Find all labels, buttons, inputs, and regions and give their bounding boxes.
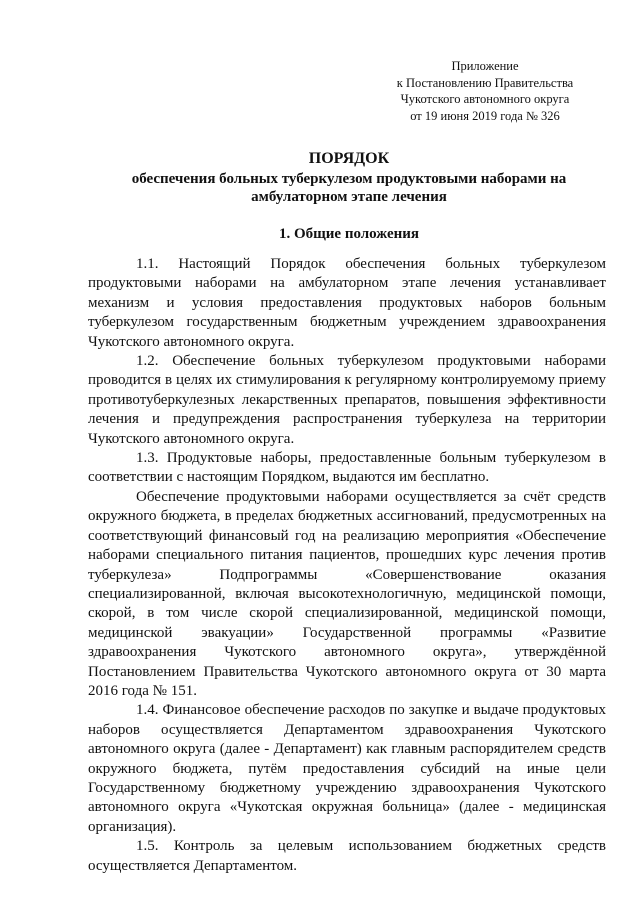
paragraph-funding: Обеспечение продуктовыми наборами осуществляется за счёт средств окружного бюджета, в пределах бюджетных ассигнований, предусмотренных на соответствующий финансовый год на реализацию мероприятия «Обеспечение наборами специального питания пациентов, прошедших курс лечения против туберкулеза» Подпрограммы «Совершенствование оказания специализированной, включая высокотехнологичную, медицинской помощи, скорой, в том числе скорой специализированной, медицинской помощи, медицинской эвакуации» Государственной программы «Развитие здравоохранения Чукотского автономного округа», утверждённой Постановлением Правительства Чукотского автономного округа от 30 марта 2016 года № 151. — [88, 488, 606, 699]
document-body — [88, 255, 606, 876]
document-subtitle: обеспечения больных туберкулезом продуктовыми наборами на амбулаторном этапе лечения — [131, 171, 567, 205]
appendix-line-3: Чукотского автономного округа — [400, 92, 570, 106]
paragraph-1-2: 1.2. Обеспечение больных туберкулезом продуктовыми наборами проводится в целях их стимулирования к регулярному контролируемому приему противотуберкулезных лекарственных препаратов, повышения эффективности лечения и предупреждения распространения туберкулеза на территории Чукотского автономного округа. — [88, 353, 606, 447]
paragraph-1-5: 1.5. Контроль за целевым использованием бюджетных средств осуществляется Департаментом. — [88, 838, 606, 874]
appendix-header — [380, 58, 590, 124]
document-title: ПОРЯДОК — [308, 150, 390, 167]
paragraph-1-1: 1.1. Настоящий Порядок обеспечения больных туберкулезом продуктовыми наборами на амбулаторном этапе лечения устанавливает механизм и условия предоставления продуктовых наборов больным туберкулезом государственным бюджетным учреждением здравоохранения Чукотского автономного округа. — [88, 256, 606, 350]
appendix-line-2: к Постановлению Правительства — [396, 75, 574, 90]
appendix-line-1: Приложение — [451, 59, 519, 73]
document-title-block — [90, 150, 608, 206]
section-heading: 1. Общие положения — [278, 226, 420, 242]
paragraph-1-4: 1.4. Финансовое обеспечение расходов по закупке и выдаче продуктовых наборов осуществляется Департаментом здравоохранения Чукотского автономного округа (далее - Департамент) как главным распорядителем средств окружного бюджета, путём предоставления субсидий на иные цели Государственному бюджетному учреждению здравоохранения Чукотского автономного округа «Чукотская окружная больница» (далее - медицинская организация). — [88, 702, 606, 835]
appendix-line-4: от 19 июня 2019 года № 326 — [410, 108, 560, 123]
paragraph-1-3: 1.3. Продуктовые наборы, предоставленные больным туберкулезом в соответствии с настоящим Порядком, выдаются им бесплатно. — [88, 450, 606, 486]
